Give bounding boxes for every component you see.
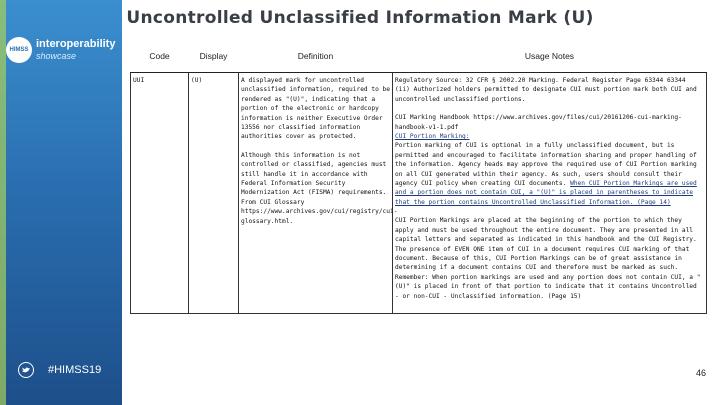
himss-logo (6, 34, 120, 70)
table-row (131, 73, 707, 314)
usage-portion-paragraph (395, 141, 704, 207)
definition-paragraph: Although this information is not controlled or classified, agencies must still handle it in accordance with Federal Information Security Modernization Act (FISMA) requirements. From CUI Glossary https://www.archives.gov/cui/registry/cui-glossary.html. (241, 151, 398, 225)
logo-line2: showcase (36, 51, 77, 61)
usage-placement: CUI Portion Markings are placed at the beginning of the portion to which they apply and must be used throughout the entire document. They are presented in all capital letters and separated as indicated in this handbook and the CUI Registry. The presence of EVEN ONE item of CUI in a document requires CUI marking of that document. Because of this, CUI Portion Markings can be of great assistance in determining if a document contains CUI and therefore must be marked as such. Remember: When portion markings are used and any portion does not contain CUI, a "(U)" is placed in front of that portion to indicate that it contains Uncontrolled - or non-CUI - Unclassified information. (Page 15) (395, 217, 701, 300)
usage-portion-underlined: When CUI Portion Markings are used and a portion does not contain CUI, a "(U)" is placed in parentheses to indicate that the portion contains Uncontrolled Unclassified Information. (Page 14) (395, 180, 697, 206)
table-header-row (131, 46, 707, 73)
header-display: Display (189, 46, 239, 73)
cell-definition (239, 73, 398, 314)
page-number: 46 (695, 368, 706, 378)
cell-usage-notes (393, 73, 707, 314)
usage-portion-text: Portion marking of CUI is optional in a fully unclassified document, but is permitted and encouraged to facilitate information sharing and proper handling of the information. Agency heads may approve the required use of CUI Portion marking on all CUI generated within their agency. As such, users should consult their agency CUI policy when creating CUI documents. (395, 142, 697, 188)
bird-icon (18, 362, 34, 378)
hashtag-text: #HIMSS19 (48, 364, 102, 376)
header-usage-notes: Usage Notes (393, 46, 707, 73)
header-definition: Definition (239, 46, 393, 73)
page-title: Uncontrolled Unclassified Information Mark (U) (126, 8, 594, 28)
sidebar-panel (0, 0, 122, 405)
definition-paragraph: A displayed mark for uncontrolled unclassified information, required to be rendered as "(U)", indicating that a portion of the electronic or hardcopy information is neither Executive Order 13556 nor classified information authorities cover as protected. (241, 77, 391, 141)
usage-portion-heading: CUI Portion Marking: (395, 133, 470, 141)
definition-table (130, 46, 707, 314)
usage-source: Regulatory Source: 32 CFR § 2002.20 Marking. Federal Register Page 63344 63344 (ii) Authorized holders permitted to designate CUI must portion mark both CUI and uncontrolled unclassified portions. (395, 77, 697, 103)
himss-logo-icon: HIMSS (6, 37, 32, 63)
usage-handbook: CUI Marking Handbook https://www.archives.gov/files/cui/20161206-cui-marking-handbook-v1-1.pdf (395, 114, 682, 131)
logo-line1: interoperability (36, 38, 116, 50)
header-code: Code (131, 46, 189, 73)
cell-display: (U) (189, 73, 239, 314)
cell-code: UUI (131, 73, 189, 314)
